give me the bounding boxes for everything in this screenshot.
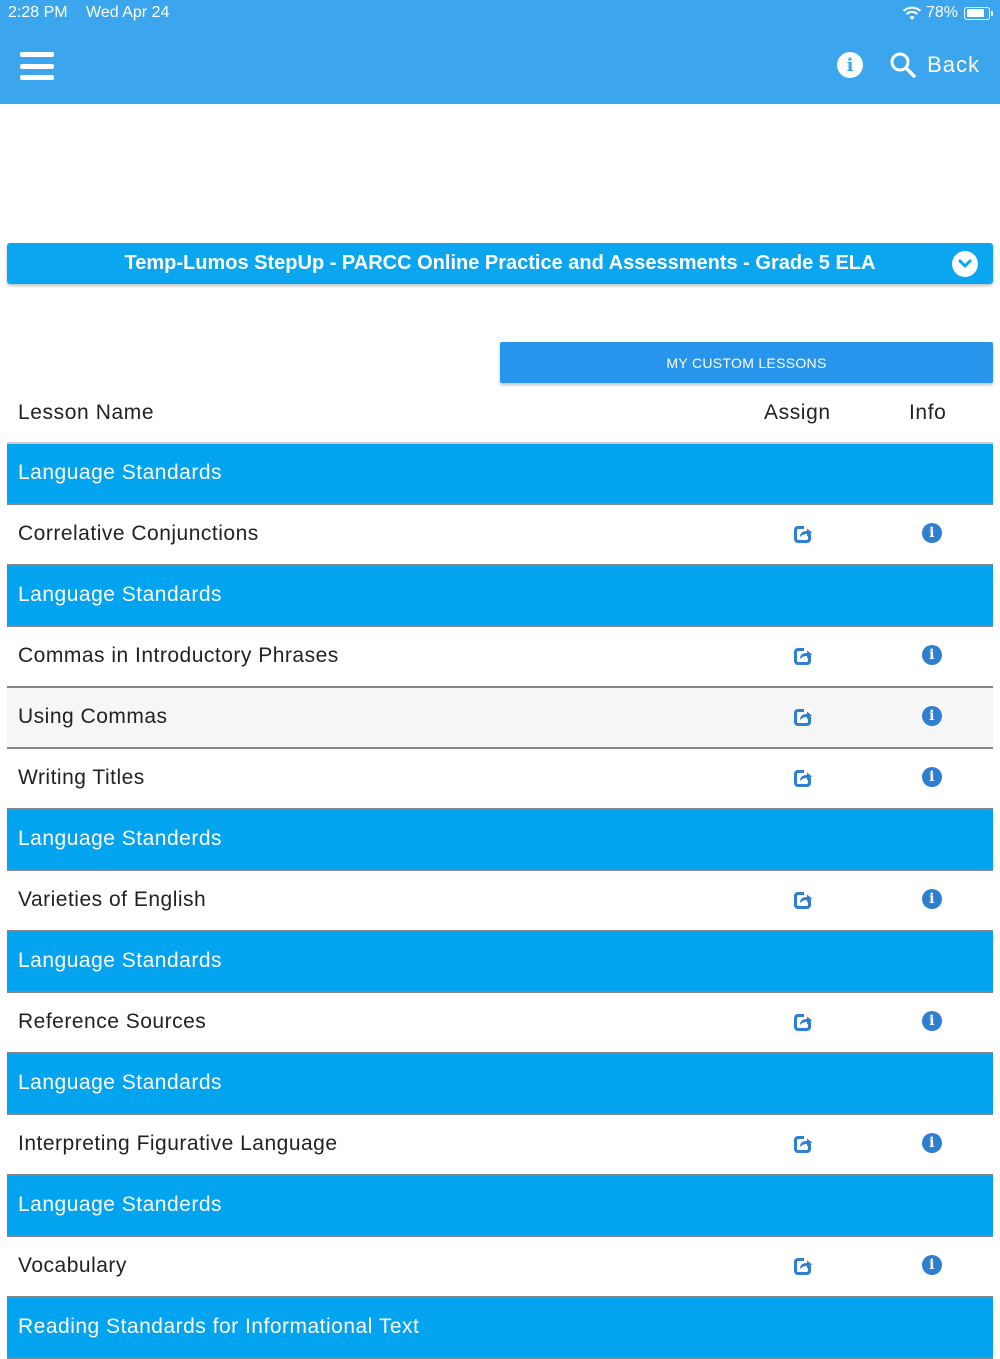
info-icon[interactable]: i <box>922 889 942 909</box>
share-icon[interactable] <box>792 1011 814 1033</box>
status-bar-right <box>902 4 990 22</box>
back-button[interactable]: Back <box>927 52 980 77</box>
share-icon[interactable] <box>792 1133 814 1155</box>
lesson-name: Varieties of English <box>18 888 207 911</box>
hamburger-menu-icon[interactable] <box>20 52 54 80</box>
nav-actions <box>837 49 980 81</box>
lesson-name: Vocabulary <box>18 1254 127 1277</box>
lesson-row[interactable] <box>7 749 993 810</box>
lesson-name: Interpreting Figurative Language <box>18 1132 338 1155</box>
share-icon[interactable] <box>792 645 814 667</box>
info-icon[interactable]: i <box>922 767 942 787</box>
category-label: Language Standards <box>18 461 222 484</box>
info-icon[interactable]: i <box>922 1255 942 1275</box>
share-icon[interactable] <box>792 523 814 545</box>
share-icon[interactable] <box>792 889 814 911</box>
category-header-row <box>7 810 993 871</box>
category-header-row <box>7 566 993 627</box>
category-header-row <box>7 444 993 505</box>
lesson-list <box>7 444 993 1359</box>
lesson-row[interactable] <box>7 688 993 749</box>
share-icon[interactable] <box>792 767 814 789</box>
search-icon[interactable] <box>889 51 917 79</box>
category-label: Language Standards <box>18 583 222 606</box>
category-label: Reading Standards for Informational Text <box>18 1315 420 1338</box>
category-label: Language Standards <box>18 949 222 972</box>
info-icon[interactable]: i <box>922 706 942 726</box>
lesson-row[interactable] <box>7 505 993 566</box>
category-header-row <box>7 1298 993 1359</box>
column-header-info: Info <box>909 401 947 424</box>
info-icon[interactable]: i <box>837 52 863 78</box>
status-bar <box>0 0 1000 27</box>
lesson-row[interactable] <box>7 1115 993 1176</box>
lesson-row[interactable] <box>7 627 993 688</box>
info-icon[interactable]: i <box>922 1011 942 1031</box>
info-icon[interactable]: i <box>922 645 942 665</box>
column-header-assign: Assign <box>764 401 831 424</box>
course-dropdown[interactable] <box>7 243 993 284</box>
lesson-name: Reference Sources <box>18 1010 207 1033</box>
category-header-row <box>7 932 993 993</box>
battery-percent: 78% <box>925 4 958 21</box>
category-label: Language Standards <box>18 1071 222 1094</box>
info-icon[interactable]: i <box>922 523 942 543</box>
battery-icon <box>964 7 990 20</box>
chevron-down-icon[interactable] <box>952 251 978 277</box>
column-header-lesson-name: Lesson Name <box>18 401 155 424</box>
wifi-icon <box>902 6 922 21</box>
status-date: Wed Apr 24 <box>86 4 170 21</box>
share-icon[interactable] <box>792 1255 814 1277</box>
lesson-table-header <box>7 392 993 444</box>
lesson-name: Commas in Introductory Phrases <box>18 644 339 667</box>
course-dropdown-label: Temp-Lumos StepUp - PARCC Online Practice and Assessments - Grade 5 ELA <box>124 252 876 274</box>
share-icon[interactable] <box>792 706 814 728</box>
category-header-row <box>7 1054 993 1115</box>
top-nav-bar <box>0 27 1000 104</box>
lesson-name: Writing Titles <box>18 766 145 789</box>
category-label: Language Standerds <box>18 1193 222 1216</box>
status-time: 2:28 PM <box>8 4 68 21</box>
lesson-name: Using Commas <box>18 705 168 728</box>
category-header-row <box>7 1176 993 1237</box>
category-label: Language Standerds <box>18 827 222 850</box>
lesson-row[interactable] <box>7 1237 993 1298</box>
my-custom-lessons-button[interactable]: MY CUSTOM LESSONS <box>500 342 993 383</box>
info-icon[interactable]: i <box>922 1133 942 1153</box>
lesson-row[interactable] <box>7 993 993 1054</box>
status-bar-left <box>8 4 183 22</box>
lesson-name: Correlative Conjunctions <box>18 522 259 545</box>
lesson-row[interactable] <box>7 871 993 932</box>
